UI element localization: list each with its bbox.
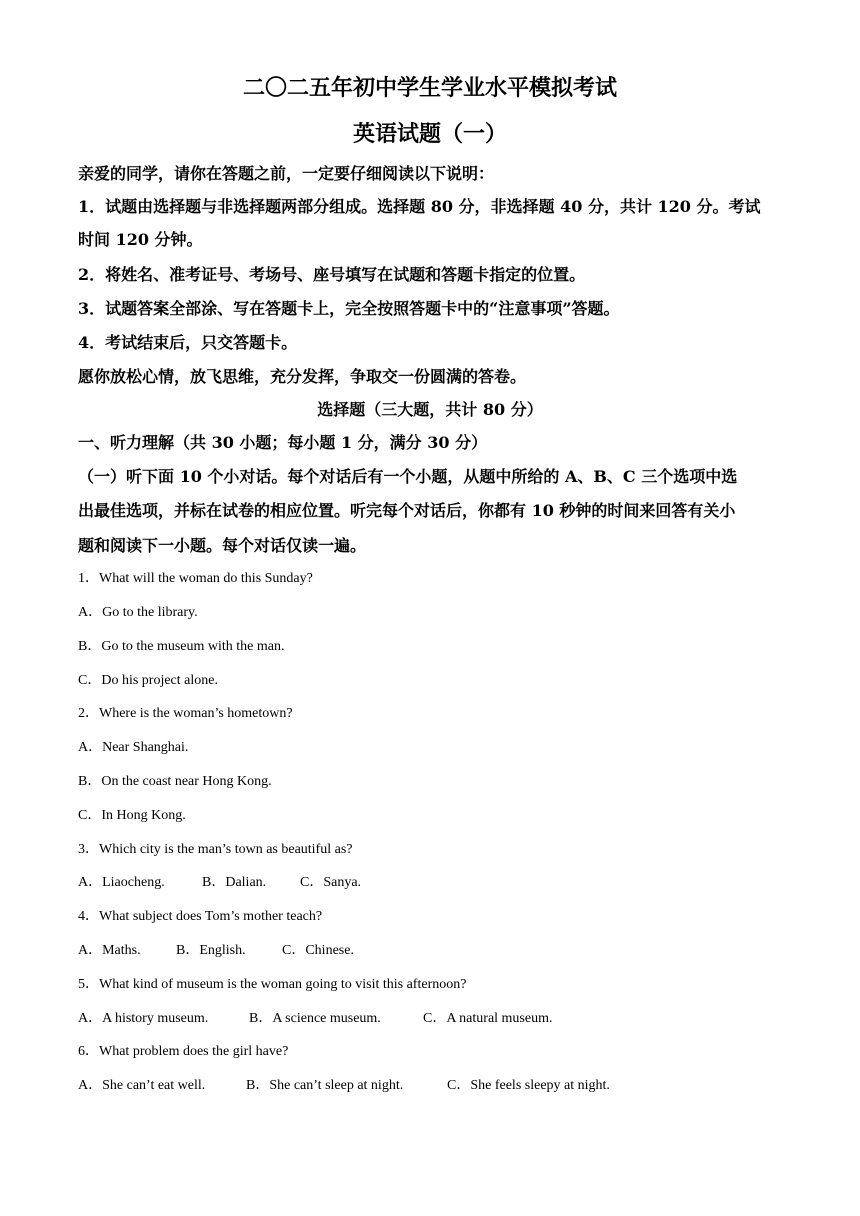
question-4-option-c: C．Chinese. [282, 943, 354, 958]
question-3-stem: 3．Which city is the man’s town as beautiful as? [78, 842, 353, 857]
instruction-item-1-line-2: 时间 120 分钟。 [78, 230, 203, 249]
question-1-stem: 1．What will the woman do this Sunday? [78, 571, 313, 586]
question-4-stem: 4．What subject does Tom’s mother teach? [78, 909, 323, 924]
question-6-option-b: B．She can’t sleep at night. [246, 1078, 404, 1093]
question-6-stem: 6．What problem does the girl have? [78, 1044, 289, 1059]
part-1-intro-line-1: （一）听下面 10 个小对话。每个对话后有一个小题，从题中所给的 A、B、C 三个选项中选 [78, 467, 738, 486]
question-1-option-a: A．Go to the library. [78, 605, 198, 620]
question-5-option-b: B．A science museum. [249, 1011, 381, 1026]
question-3-option-c: C．Sanya. [300, 875, 362, 890]
instructions-closing: 愿你放松心情，放飞思维，充分发挥，争取交一份圆满的答卷。 [78, 367, 527, 386]
instruction-item-3: 3．试题答案全部涂、写在答题卡上，完全按照答题卡中的“注意事项”答题。 [78, 299, 620, 318]
instruction-item-1-line-1: 1．试题由选择题与非选择题两部分组成。选择题 80 分，非选择题 40 分，共计 120 分。考试 [78, 197, 761, 216]
question-3-option-a: A．Liaocheng. [78, 875, 165, 890]
section-heading: 选择题（三大题，共计 80 分） [317, 400, 543, 419]
part-1-intro-line-3: 题和阅读下一小题。每个对话仅读一遍。 [78, 536, 367, 555]
question-2-option-a: A．Near Shanghai. [78, 740, 189, 755]
question-1-option-b: B．Go to the museum with the man. [78, 639, 285, 654]
instructions-greeting: 亲爱的同学，请你在答题之前，一定要仔细阅读以下说明： [78, 164, 495, 183]
question-3-options [78, 873, 788, 893]
part-1-heading: 一、听力理解（共 30 小题；每小题 1 分，满分 30 分） [78, 433, 488, 452]
question-6-option-c: C．She feels sleepy at night. [447, 1078, 610, 1093]
question-6-options [78, 1076, 788, 1096]
question-5-options [78, 1009, 788, 1029]
question-2-option-c: C．In Hong Kong. [78, 808, 186, 823]
instruction-item-2: 2．将姓名、准考证号、考场号、座号填写在试题和答题卡指定的位置。 [78, 265, 586, 284]
part-1-intro-line-2: 出最佳选项，并标在试卷的相应位置。听完每个对话后，你都有 10 秒钟的时间来回答有关小 [78, 501, 736, 520]
question-6-option-a: A．She can’t eat well. [78, 1078, 206, 1093]
question-4-option-b: B．English. [176, 943, 246, 958]
instruction-item-4: 4．考试结束后，只交答题卡。 [78, 333, 298, 352]
question-2-stem: 2．Where is the woman’s hometown? [78, 706, 293, 721]
question-5-option-c: C．A natural museum. [423, 1011, 553, 1026]
question-4-option-a: A．Maths. [78, 943, 141, 958]
exam-title: 二〇二五年初中学生学业水平模拟考试 [242, 75, 617, 101]
question-1-option-c: C．Do his project alone. [78, 673, 218, 688]
question-3-option-b: B．Dalian. [202, 875, 267, 890]
question-5-stem: 5．What kind of museum is the woman going to visit this afternoon? [78, 977, 467, 992]
exam-subtitle: 英语试题（一） [352, 121, 507, 147]
question-2-option-b: B．On the coast near Hong Kong. [78, 774, 272, 789]
question-5-option-a: A．A history museum. [78, 1011, 209, 1026]
question-4-options [78, 941, 788, 961]
